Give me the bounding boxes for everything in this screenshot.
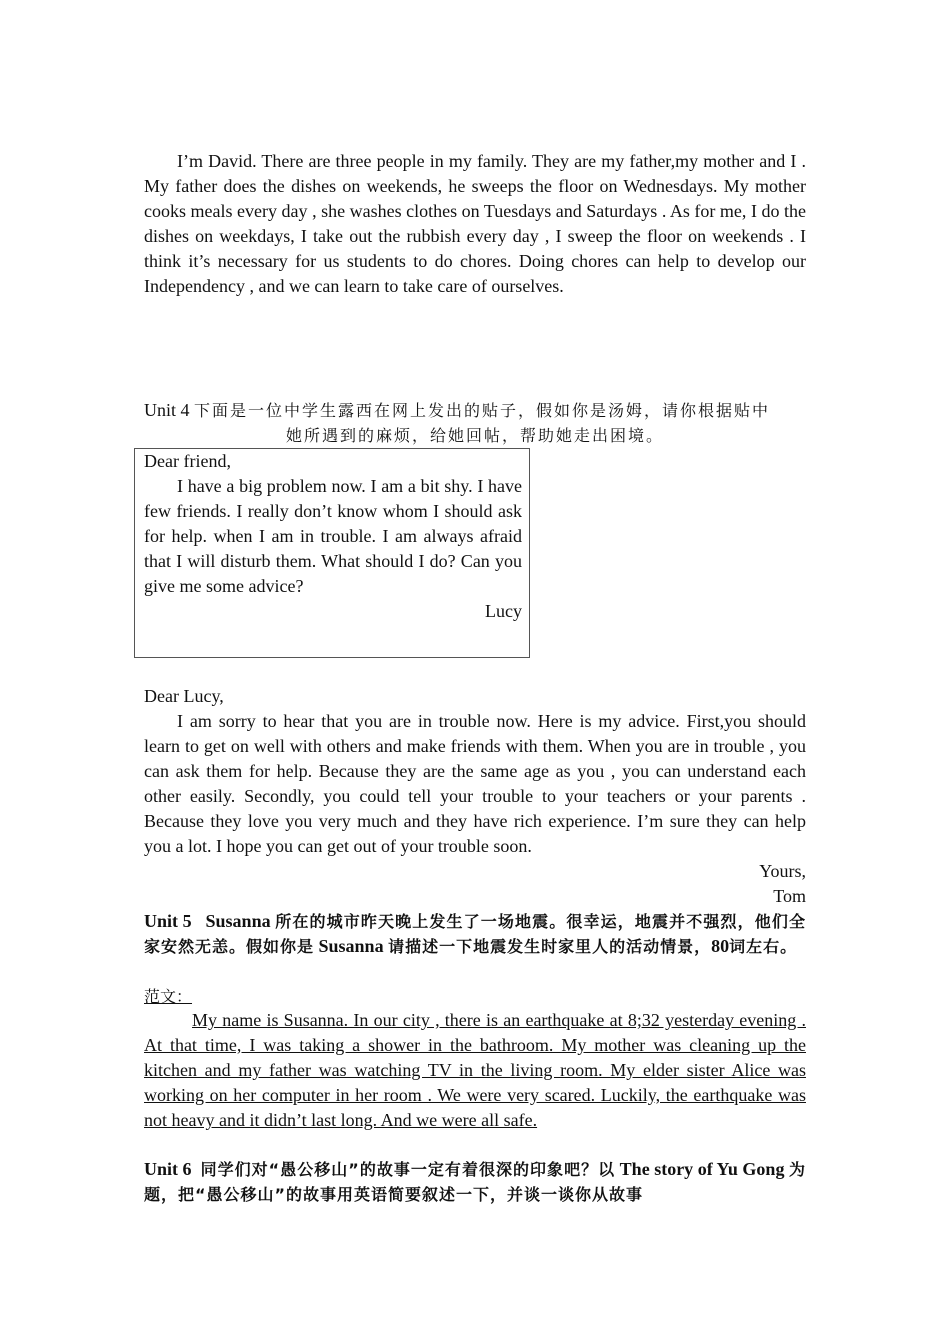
unit6-label: Unit 6	[144, 1159, 192, 1179]
unit5-name2: Susanna	[318, 936, 384, 956]
unit6-prompt-b: 为题，把“愚公移山”的故事用英语简要叙述一下，并谈一谈你从故事	[144, 1160, 806, 1204]
unit4-prompt-line2: 她所遇到的麻烦，给她回帖，帮助她走出困境。	[285, 426, 664, 445]
unit5-label: Unit 5	[144, 911, 192, 931]
reply-closing: Yours,	[759, 861, 806, 881]
unit4-heading	[144, 398, 806, 448]
letter-body: I have a big problem now. I am a bit shy. I have few friends. I really don’t know whom I should ask for help. when I am in trouble. I am always afraid that I will disturb them. What should I do? Can you give me some advice?	[144, 476, 522, 596]
unit6-title-en: The story of Yu Gong	[619, 1159, 785, 1179]
unit5-heading	[144, 909, 806, 959]
unit5-name: Susanna	[205, 911, 271, 931]
unit6-prompt-a: 同学们对“愚公移山”的故事一定有着很深的印象吧？以	[200, 1160, 616, 1179]
unit5-prompt-b: 请描述一下地震发生时家里人的活动情景，	[388, 937, 712, 956]
unit4-prompt-line1: 下面是一位中学生露西在网上发出的贴子，假如你是汤姆，请你根据贴中	[194, 401, 771, 420]
unit5-count: 80	[711, 936, 730, 956]
unit4-label: Unit 4	[144, 400, 190, 420]
sample-label-text: 范文：	[144, 987, 193, 1006]
reply-greeting: Dear Lucy,	[144, 686, 224, 706]
intro-paragraph: I’m David. There are three people in my family. They are my father,my mother and I . My father does the dishes on weekends, he sweeps the floor on Wednesdays. My mother cooks meals every day , she washes clothes on Tuesdays and Saturdays . As for me, I do the dishes on weekdays, I take out the rubbish every day , I sweep the floor on weekends . I think it’s necessary for us students to do chores. Doing chores can help to develop our Independency , and we can learn to take care of ourselves.	[144, 151, 806, 296]
letter-signature: Lucy	[485, 601, 522, 621]
reply-name: Tom	[773, 886, 806, 906]
unit5-sample-essay: My name is Susanna. In our city , there is an earthquake at 8;32 yesterday evening . At that time, I was taking a shower in the bathroom. My mother was cleaning up the kitchen and my father was watching TV in the living room. My elder sister Alice was working on her computer in her room . We were very scared. Luckily, the earthquake was not heavy and it didn’t last long. And we were all safe.	[144, 1010, 806, 1130]
unit5-prompt-c: 词左右。	[729, 937, 798, 956]
reply-body: I am sorry to hear that you are in trouble now. Here is my advice. First,you should learn to get on well with others and make friends with them. When you are in trouble , you can ask them for help. Because they are the same age as you , you can understand each other easily. Secondly, you could tell your trouble to your teachers or your parents . Because they love you very much and they have rich experience. I’m sure they can help you a lot. I hope you can get out of your trouble soon.	[144, 711, 806, 856]
sample-label	[144, 984, 806, 1009]
lucy-letter-box	[134, 448, 530, 658]
unit5-prompt-a: 所在的城市昨天晚上发生了一场地震。很幸运，地震并不强烈，他们全家安然无恙。假如你是	[144, 912, 807, 956]
unit6-heading	[144, 1157, 806, 1207]
letter-greeting: Dear friend,	[144, 451, 231, 471]
